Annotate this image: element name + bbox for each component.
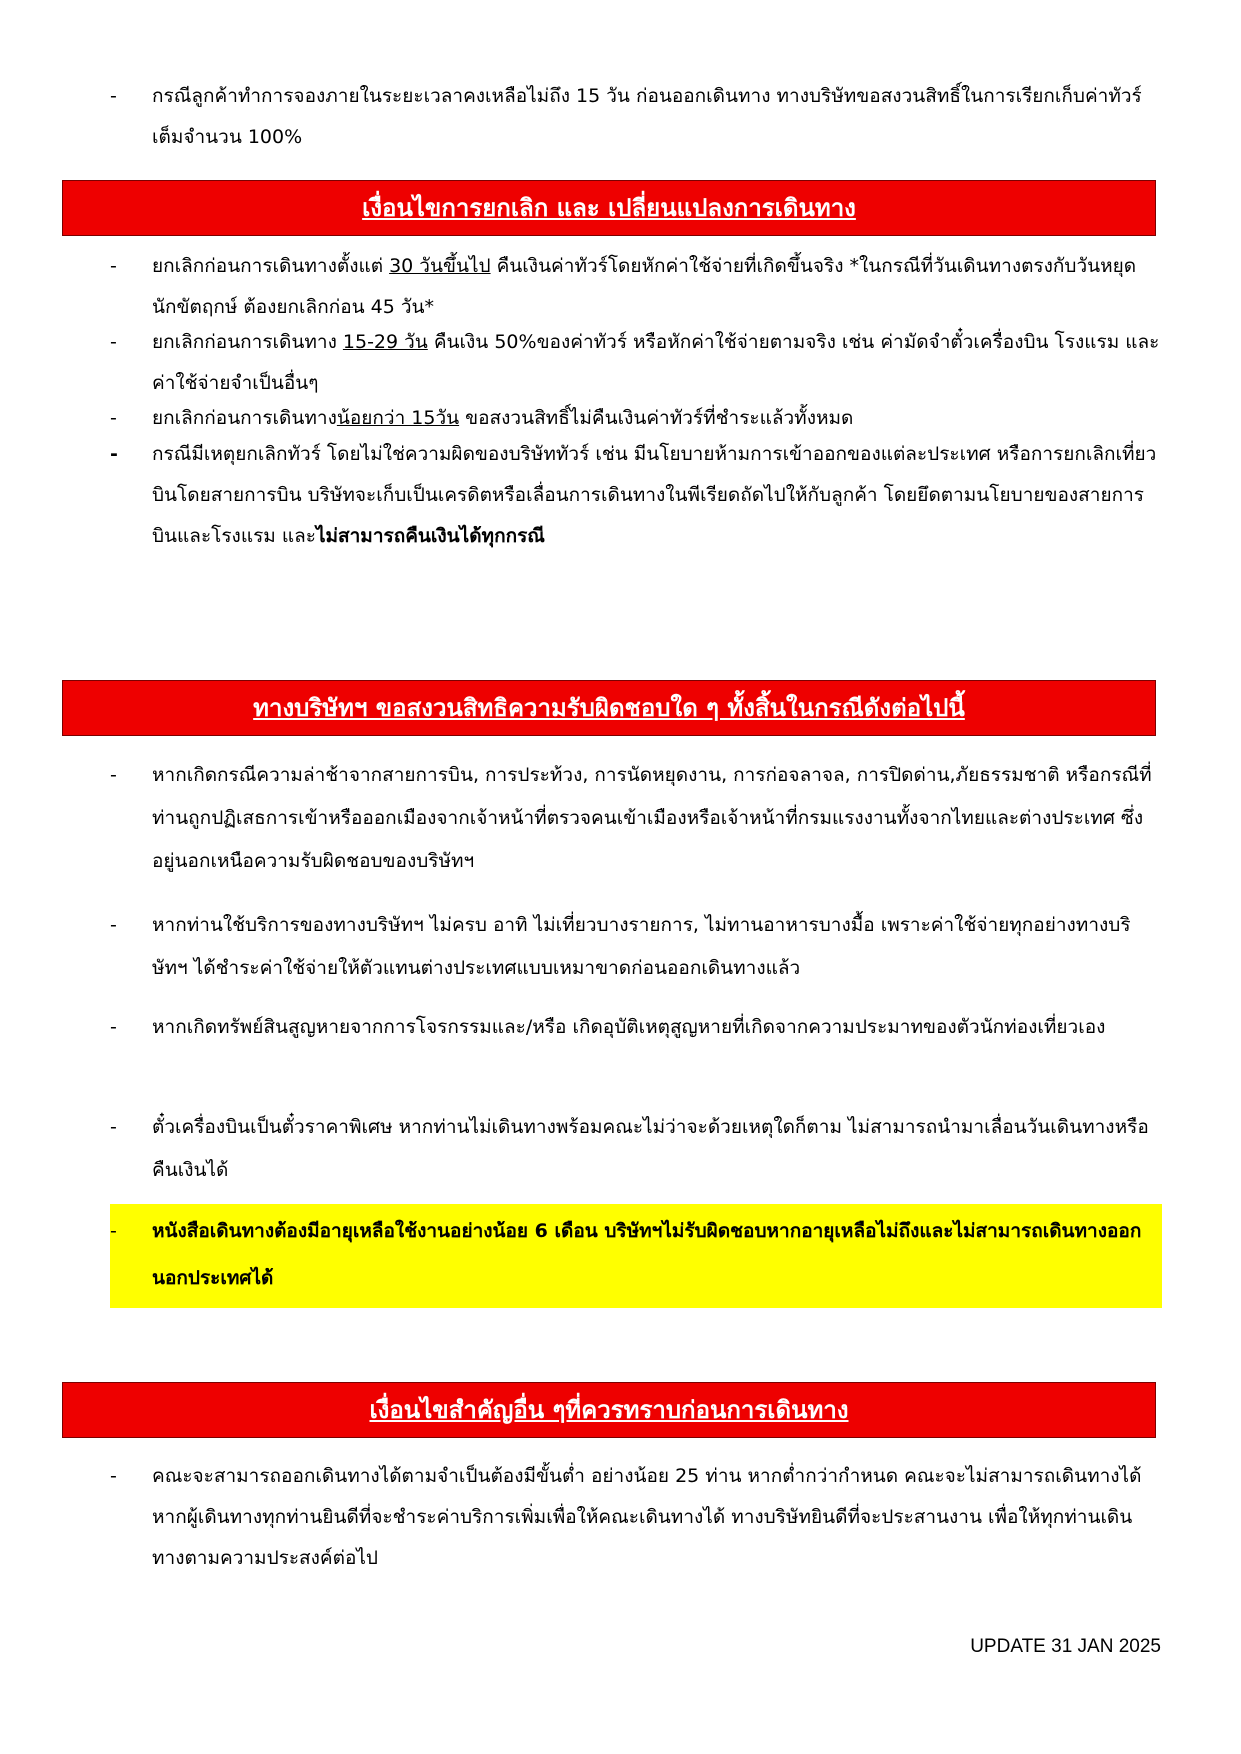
- booking-late-note: [110, 76, 1160, 158]
- cancellation-item: [110, 398, 1160, 439]
- bullet-dash: -: [110, 443, 118, 465]
- item-text: ยกเลิกก่อนการเดินทาง: [152, 407, 337, 429]
- item-text: กรณีลูกค้าทำการจองภายในระยะเวลาคงเหลือไม่ถึง 15 วัน ก่อนออกเดินทาง ทางบริษัทขอสงวนสิทธิ์ในการเรียกเก็บค่าทัวร์เต็มจำนวน 100%: [152, 85, 1142, 148]
- item-text: หากเกิดกรณีความล่าช้าจากสายการบิน, การประท้วง, การนัดหยุดงาน, การก่อจลาจล, การปิดด่าน,ภัยธรรมชาติ หรือกรณีที่ท่านถูกปฏิเสธการเข้าหรือออกเมืองจากเจ้าหน้าที่ตรวจคนเข้าเมืองหรือเจ้าหน้าที่กรมแรงงานทั้งจากไทยและต่างประเทศ ซึ่งอยู่นอกเหนือความรับผิดชอบของบริษัทฯ: [152, 764, 1152, 872]
- other-condition-item: [110, 1456, 1160, 1579]
- update-date: UPDATE 31 JAN 2025: [970, 1636, 1161, 1657]
- bullet-dash: -: [110, 85, 117, 107]
- bullet-dash: -: [110, 1220, 117, 1242]
- item-text: หนังสือเดินทางต้องมีอายุเหลือใช้งานอย่างน้อย 6 เดือน บริษัทฯไม่รับผิดชอบหากอายุเหลือไม่ถึงและไม่สามารถเดินทางออกนอกประเทศได้: [152, 1220, 1142, 1289]
- item-text: ตั๋วเครื่องบินเป็นตั๋วราคาพิเศษ หากท่านไม่เดินทางพร้อมคณะไม่ว่าจะด้วยเหตุใดก็ตาม ไม่สามารถนำมาเลื่อนวันเดินทางหรือคืนเงินได้: [152, 1116, 1149, 1181]
- bullet-dash: -: [110, 407, 117, 429]
- item-underlined: 30 วันขึ้นไป: [389, 255, 491, 277]
- item-text: ยกเลิกก่อนการเดินทางตั้งแต่: [152, 255, 390, 277]
- item-text: หากเกิดทรัพย์สินสูญหายจากการโจรกรรมและ/หรือ เกิดอุบัติเหตุสูญหายที่เกิดจากความประมาทของตัวนักท่องเที่ยวเอง: [152, 1016, 1106, 1038]
- item-text: คืนเงิน 50%ของค่าทัวร์ หรือหักค่าใช้จ่ายตามจริง เช่น ค่ามัดจำตั๋วเครื่องบิน โรงแรม และค่าใช้จ่ายจำเป็นอื่นๆ: [152, 331, 1160, 394]
- passport-warning-item: [110, 1208, 1160, 1302]
- item-text: ขอสงวนสิทธิ์ไม่คืนเงินค่าทัวร์ที่ชำระแล้วทั้งหมด: [459, 407, 854, 429]
- item-text: กรณีมีเหตุยกเลิกทัวร์ โดยไม่ใช่ความผิดของบริษัททัวร์ เช่น มีนโยบายห้ามการเข้าออกของแต่ละประเทศ หรือการยกเลิกเที่ยวบินโดยสายการบิน บริษัทจะเก็บเป็นเครดิตหรือเลื่อนการเดินทางในพีเรียดถัดไปให้กับลูกค้า โดยยึดตามนโยบายของสายการบินและโรงแรม และ: [152, 443, 1157, 547]
- cancellation-item: [110, 434, 1160, 557]
- bullet-dash: -: [110, 914, 117, 936]
- other-conditions-section-title: เงื่อนไขสำคัญอื่น ๆที่ควรทราบก่อนการเดินทาง: [62, 1382, 1156, 1438]
- bullet-dash: -: [110, 764, 117, 786]
- item-text: คณะจะสามารถออกเดินทางได้ตามจำเป็นต้องมีขั้นต่ำ อย่างน้อย 25 ท่าน หากต่ำกว่ากำหนด คณะจะไม่สามารถเดินทางได้ หากผู้เดินทางทุกท่านยินดีที่จะชำระค่าบริการเพิ่มเพื่อให้คณะเดินทางได้ ทางบริษัทยินดีที่จะประสานงาน เพื่อให้ทุกท่านเดินทางตามความประสงค์ต่อไป: [152, 1465, 1142, 1569]
- item-text: ยกเลิกก่อนการเดินทาง: [152, 331, 343, 353]
- bullet-dash: -: [110, 255, 117, 277]
- item-bold: ไม่สามารถคืนเงินได้ทุกกรณี: [315, 525, 545, 547]
- cancellation-item: [110, 246, 1160, 328]
- cancellation-item: [110, 322, 1160, 404]
- item-text: หากท่านใช้บริการของทางบริษัทฯ ไม่ครบ อาทิ ไม่เที่ยวบางรายการ, ไม่ทานอาหารบางมื้อ เพราะค่าใช้จ่ายทุกอย่างทางบริษัทฯ ได้ชำระค่าใช้จ่ายให้ตัวแทนต่างประเทศแบบเหมาขาดก่อนออกเดินทางแล้ว: [152, 914, 1131, 979]
- item-underlined: 15-29 วัน: [342, 331, 428, 353]
- bullet-dash: -: [110, 1116, 117, 1138]
- cancellation-section-title: เงื่อนไขการยกเลิก และ เปลี่ยนแปลงการเดินทาง: [62, 180, 1156, 236]
- disclaimer-item: [110, 904, 1160, 990]
- bullet-dash: -: [110, 1016, 117, 1038]
- disclaimer-section-title: ทางบริษัทฯ ขอสงวนสิทธิความรับผิดชอบใด ๆ ทั้งสิ้นในกรณีดังต่อไปนี้: [62, 680, 1156, 736]
- item-underlined: น้อยกว่า 15วัน: [336, 407, 460, 429]
- bullet-dash: -: [110, 1465, 117, 1487]
- disclaimer-item: [110, 754, 1160, 883]
- bullet-dash: -: [110, 331, 117, 353]
- item-text: คืนเงินค่าทัวร์โดยหักค่าใช้จ่ายที่เกิดขึ้นจริง *ในกรณีที่วันเดินทางตรงกับวันหยุดนักขัตฤกษ์ ต้องยกเลิกก่อน 45 วัน*: [152, 255, 1137, 318]
- disclaimer-item: [110, 1106, 1160, 1192]
- disclaimer-item: [110, 1006, 1160, 1049]
